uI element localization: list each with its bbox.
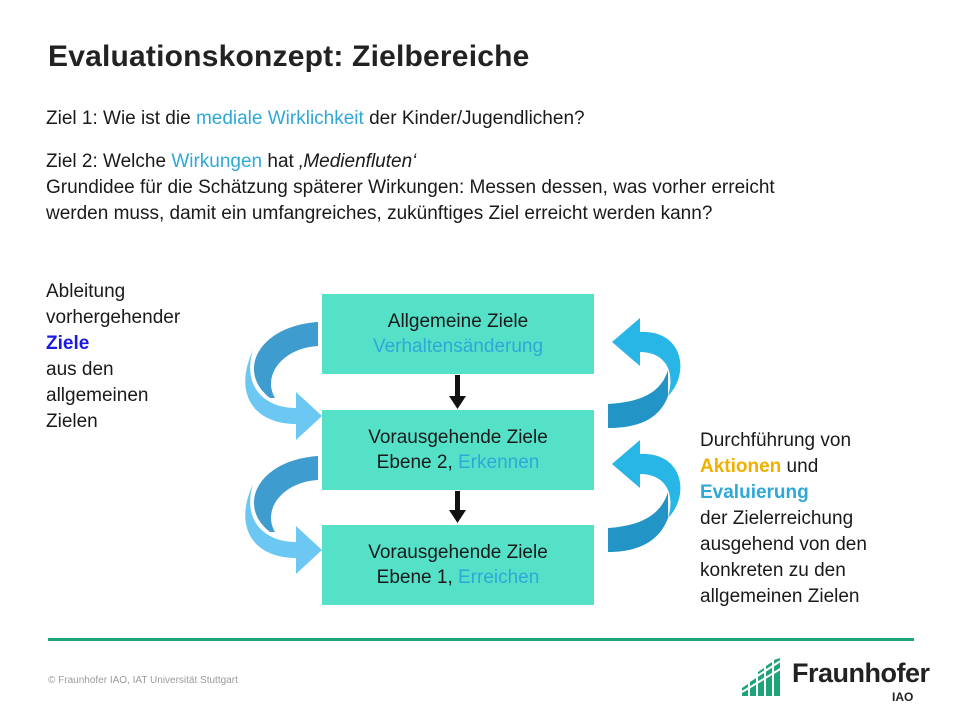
ableitung-line5: allgemeinen: [46, 385, 149, 406]
box-allgemeine-ziele: [322, 294, 594, 374]
left-arrow-lower: [245, 456, 322, 574]
ziel2-italic: ‚Medienfluten‘: [299, 151, 417, 172]
aktionen-label: Aktionen: [700, 456, 782, 477]
box-ebene2-line2: [377, 450, 540, 475]
copyright-text: © Fraunhofer IAO, IAT Universität Stuttgart: [48, 675, 238, 686]
ziel1-prefix: Ziel 1: Wie ist die: [46, 108, 196, 129]
box-ebene1-prefix: Ebene 1,: [376, 567, 458, 588]
box-ebene-1: [322, 525, 594, 605]
left-arrow-upper: [245, 322, 322, 440]
ziel2-body: Grundidee für die Schätzung späterer Wirkungen: Messen dessen, was vorher erreicht werden muss, damit ein umfangreiches, zukünftiges Ziel erreicht werden kann?: [46, 177, 775, 224]
fraunhofer-logo: [740, 656, 930, 712]
fraunhofer-logo-sub: IAO: [892, 690, 914, 704]
right-arrow-lower: [608, 440, 680, 552]
evaluierung-label: Evaluierung: [700, 482, 809, 503]
und-label: und: [781, 456, 819, 477]
durchfuehrung-line1: Durchführung von: [700, 430, 852, 451]
ziel2-middle: hat: [262, 151, 300, 172]
ziel1-highlight: mediale Wirklichkeit: [195, 108, 364, 129]
box-ebene2-line1: Vorausgehende Ziele: [368, 427, 548, 448]
box-ebene2-prefix: Ebene 2,: [376, 452, 458, 473]
box-ebene1-line2: [377, 565, 540, 590]
durchfuehrung-line6: konkreten zu den: [700, 560, 846, 581]
right-arrow-upper: [608, 318, 680, 428]
page-title: Evaluationskonzept: Zielbereiche: [48, 40, 530, 73]
ziel1-suffix: der Kinder/Jugendlichen?: [363, 108, 585, 129]
ableitung-line4: aus den: [46, 359, 114, 380]
center-arrow-2: [449, 491, 466, 523]
durchfuehrung-line4: der Zielerreichung: [700, 508, 854, 529]
box-ebene1-line1: Vorausgehende Ziele: [368, 542, 548, 563]
box-ebene1-highlight: Erreichen: [458, 567, 540, 588]
center-arrow-1: [449, 375, 466, 409]
ableitung-line1: Ableitung: [46, 281, 126, 302]
box-allgemeine-line1: Allgemeine Ziele: [387, 311, 529, 332]
durchfuehrung-line7: allgemeinen Zielen: [700, 586, 860, 607]
fraunhofer-logo-icon: [740, 656, 788, 700]
fraunhofer-logo-name: Fraunhofer: [792, 658, 930, 688]
ziel2-prefix: Ziel 2: Welche: [46, 151, 172, 172]
durchfuehrung-line5: ausgehend von den: [700, 534, 867, 555]
box-allgemeine-line2: Verhaltensänderung: [372, 336, 544, 357]
ableitung-line2: vorhergehender: [46, 307, 181, 328]
ableitung-line6: Zielen: [46, 411, 98, 432]
footer-divider: [48, 638, 914, 641]
ziel2-highlight: Wirkungen: [171, 151, 263, 172]
box-ebene2-highlight: Erkennen: [458, 452, 540, 473]
box-ebene-2: [322, 410, 594, 490]
ableitung-highlight: Ziele: [46, 333, 90, 354]
